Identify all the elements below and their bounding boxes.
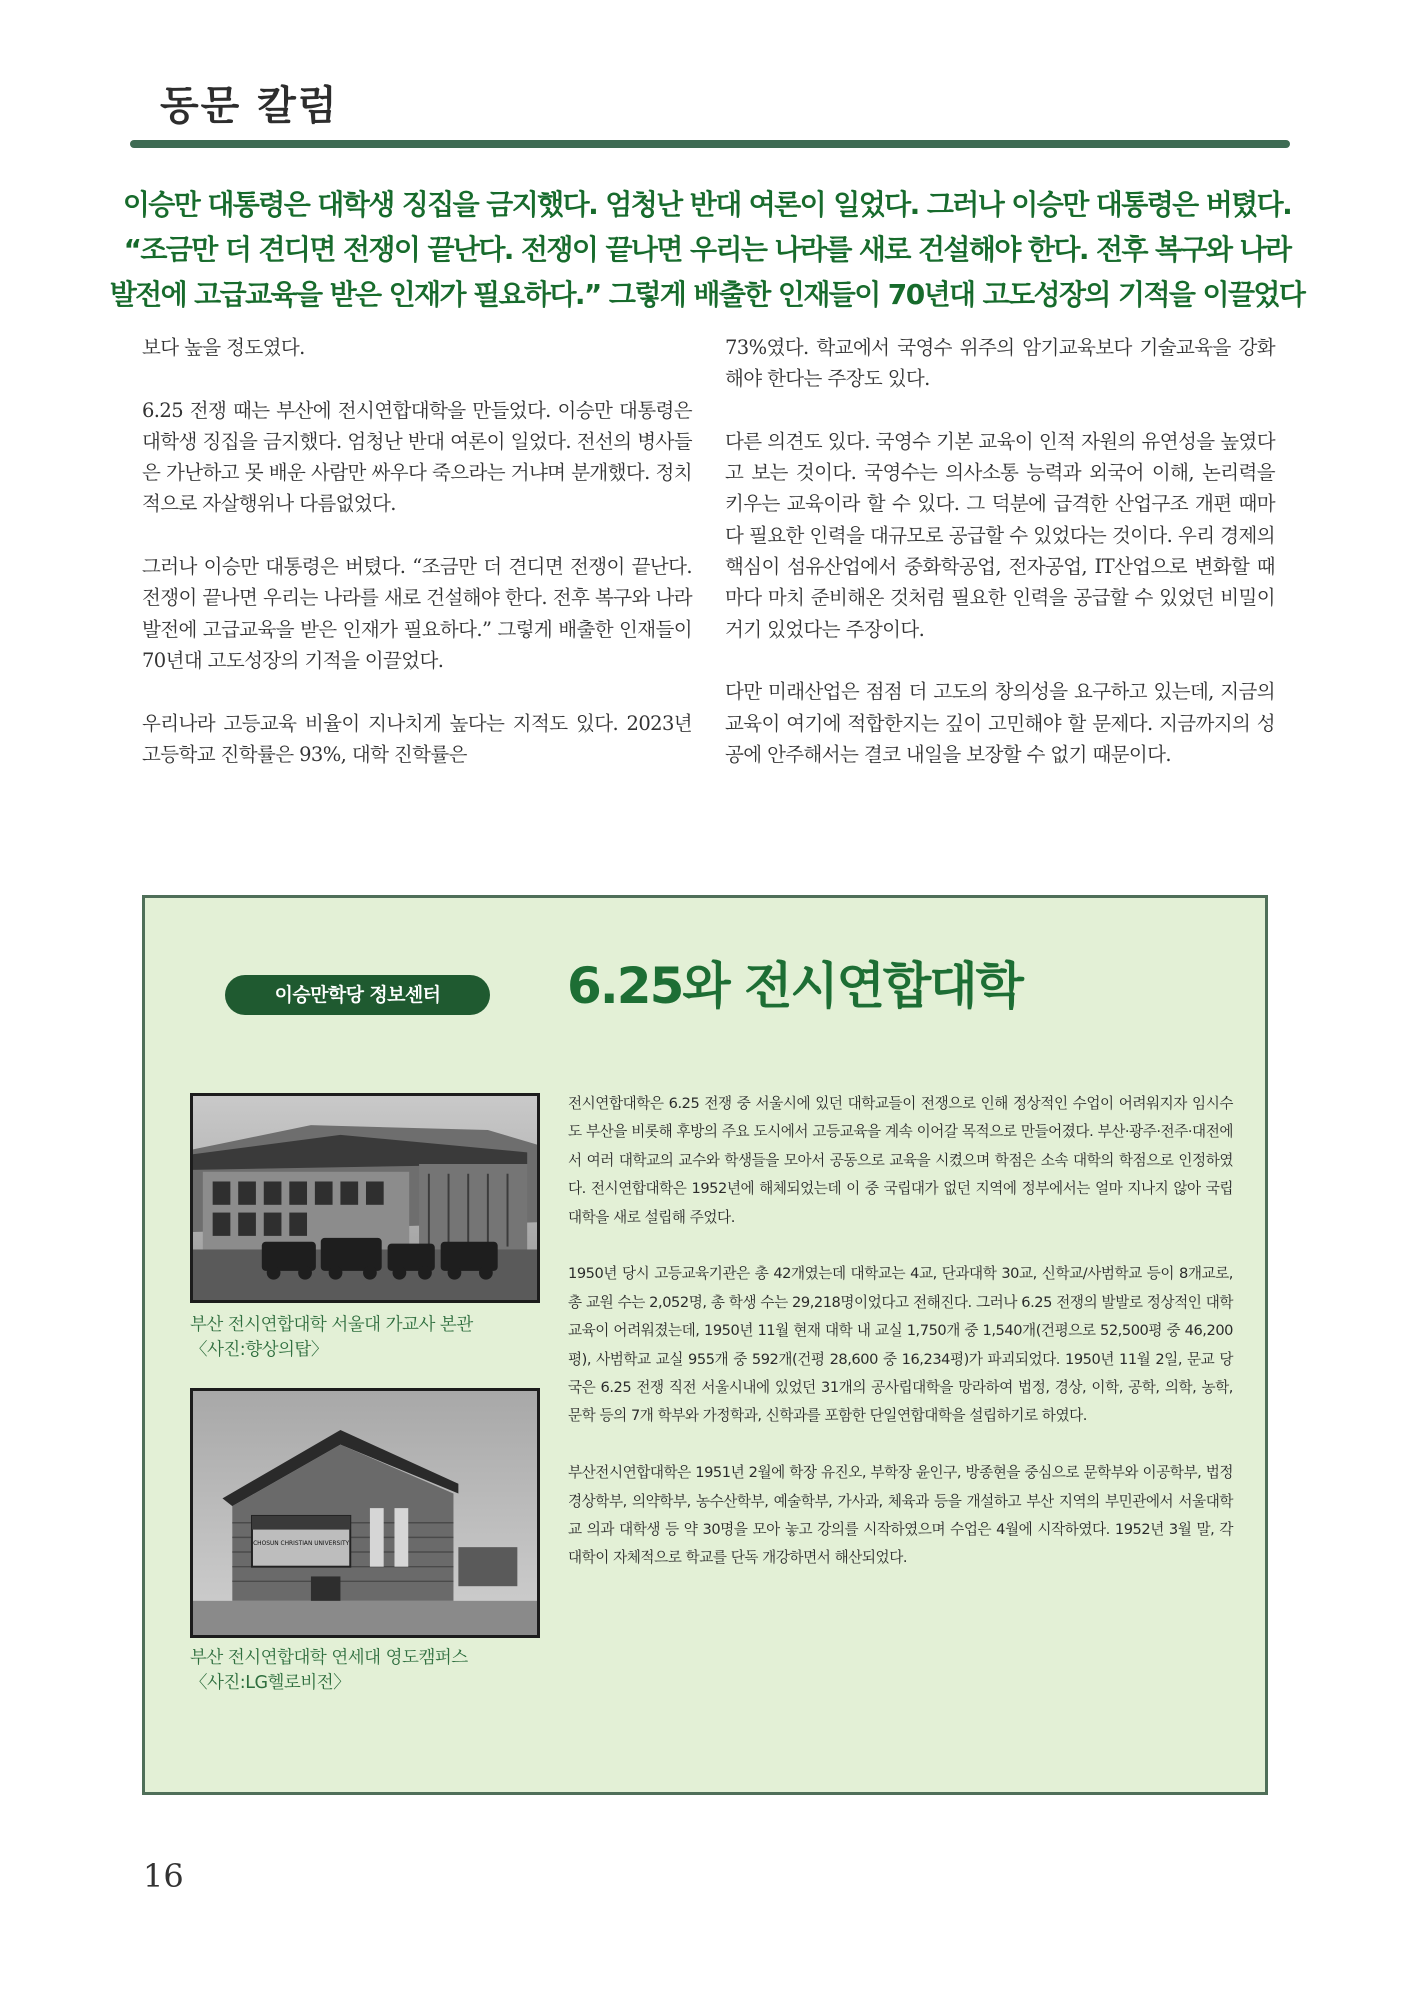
article-paragraph: 6.25 전쟁 때는 부산에 전시연합대학을 만들었다. 이승만 대통령은 대학생 징집을 금지했다. 엄청난 반대 여론이 일었다. 전선의 병사들은 가난하고 못 배운 사람만 싸우다 죽으라는 거냐며 분개했다. 정치적으로 자살행위나 다름없었다.: [142, 398, 692, 516]
caption-credit: 〈사진:향상의탑〉: [190, 1340, 328, 1360]
article-headline: [100, 182, 1314, 317]
photo-image: [193, 1391, 537, 1635]
info-paragraph: 부산전시연합대학은 1951년 2월에 학장 유진오, 부학장 윤인구, 방종현을 중심으로 문학부와 이공학부, 법정 경상학부, 의약학부, 농수산학부, 예술학부, 가사과, 체육과 등을 개설하고 부산 지역의 부민관에서 서울대학교 의과 대학생 등 약 30명을 모아 놓고 강의를 시작하였으며 수업은 4월에 시작하였다. 1952년 3월 말, 각 대학이 자체적으로 학교를 단독 개강하면서 해산되었다.: [568, 1464, 1233, 1567]
info-center-tag: 이승만학당 정보센터: [225, 975, 490, 1015]
article-column-left: [142, 332, 692, 770]
info-box-body: [568, 1090, 1233, 1573]
caption-title: 부산 전시연합대학 연세대 영도캠퍼스: [190, 1648, 468, 1668]
info-box: [142, 895, 1268, 1795]
article-paragraph: 그러나 이승만 대통령은 버텼다. “조금만 더 견디면 전쟁이 끝난다. 전쟁이 끝나면 우리는 나라를 새로 건설해야 한다. 전후 복구와 나라 발전에 고급교육을 받은 인재가 필요하다.” 그렇게 배출한 인재들이 70년대 고도성장의 기적을 이끌었다.: [142, 555, 692, 672]
photo-seoul-univ-temporary-building: [190, 1093, 540, 1303]
photo-image: [193, 1096, 537, 1300]
page-number: 16: [143, 1857, 184, 1895]
info-paragraph: 전시연합대학은 6.25 전쟁 중 서울시에 있던 대학교들이 전쟁으로 인해 정상적인 수업이 어려워지자 임시수도 부산을 비롯해 후방의 주요 도시에서 고등교육을 계속 이어갈 목적으로 만들어졌다. 부산·광주·전주·대전에서 여러 대학교의 교수와 학생들을 모아서 공동으로 교육을 시켰으며 학점은 소속 대학의 학점으로 인정하였다. 전시연합대학은 1952년에 해체되었는데 이 중 국립대가 없던 지역에 정부에서는 얼마 지나지 않아 국립대학을 새로 설립해 주었다.: [568, 1095, 1234, 1226]
photo-caption: [190, 1646, 550, 1696]
article-paragraph: 다만 미래산업은 점점 더 고도의 창의성을 요구하고 있는데, 지금의 교육이 여기에 적합한지는 깊이 고민해야 할 문제다. 지금까지의 성공에 안주해서는 결코 내일을 보장할 수 없기 때문이다.: [725, 680, 1275, 766]
article-paragraph: 다른 의견도 있다. 국영수 기본 교육이 인적 자원의 유연성을 높였다고 보는 것이다. 국영수는 의사소통 능력과 외국어 이해, 논리력을 키우는 교육이라 할 수 있다. 그 덕분에 급격한 산업구조 개편 때마다 필요한 인력을 대규모로 공급할 수 있었다는 것이다. 우리 경제의 핵심이 섬유산업에서 중화학공업, 전자공업, IT산업으로 변화할 때마다 마치 준비해온 것처럼 필요한 인력을 공급할 수 있었던 비밀이 거기 있었다는 주장이다.: [725, 429, 1275, 641]
article-paragraph: 보다 높을 정도였다.: [142, 336, 305, 359]
sign-text: CHOSUN CHRISTIAN UNIVERSITY: [253, 1541, 350, 1548]
article-column-right: [725, 332, 1275, 770]
section-label: 동문 칼럼: [160, 83, 339, 129]
headline-line: 이승만 대통령은 대학생 징집을 금지했다. 엄청난 반대 여론이 일었다. 그러나 이승만 대통령은 버텼다.: [122, 188, 1292, 221]
headline-line: “조금만 더 견디면 전쟁이 끝난다. 전쟁이 끝나면 우리는 나라를 새로 건설해야 한다. 전후 복구와 나라: [123, 233, 1291, 266]
info-box-title: 6.25와 전시연합대학: [567, 957, 1022, 1015]
article-paragraph: 우리나라 고등교육 비율이 지나치게 높다는 지적도 있다. 2023년 고등학교 진학률은 93%, 대학 진학률은: [142, 711, 692, 766]
info-paragraph: 1950년 당시 고등교육기관은 총 42개였는데 대학교는 4교, 단과대학 30교, 신학교/사범학교 등이 8개교로, 총 교원 수는 2,052명, 총 학생 수는 29,218명이었다고 전해진다. 그러나 6.25 전쟁의 발발로 정상적인 대학교육이 어려워졌는데, 1950년 11월 현재 대학 내 교실 1,750개 중 1,540개(건평으로 52,500평 중 46,200평), 사범학교 교실 955개 중 592개(건평 28,600 중 16,234평)가 파괴되었다. 1950년 11월 2일, 문교 당국은 6.25 전쟁 직전 서울시내에 있었던 31개의 공사립대학을 망라하여 법정, 경상, 이학, 공학, 의학, 농학, 문학 등의 7개 학부와 가정학과, 신학과를 포함한 단일연합대학을 설립하기로 하였다.: [568, 1265, 1233, 1425]
article-paragraph: 73%였다. 학교에서 국영수 위주의 암기교육보다 기술교육을 강화해야 한다는 주장도 있다.: [725, 336, 1275, 391]
section-divider: [130, 140, 1290, 148]
caption-credit: 〈사진:LG헬로비전〉: [190, 1673, 351, 1693]
photo-caption: [190, 1313, 550, 1363]
photo-yonsei-yeongdo-campus: [190, 1388, 540, 1638]
caption-title: 부산 전시연합대학 서울대 가교사 본관: [190, 1315, 473, 1335]
headline-line: 발전에 고급교육을 받은 인재가 필요하다.” 그렇게 배출한 인재들이 70년대 고도성장의 기적을 이끌었다: [109, 278, 1305, 311]
